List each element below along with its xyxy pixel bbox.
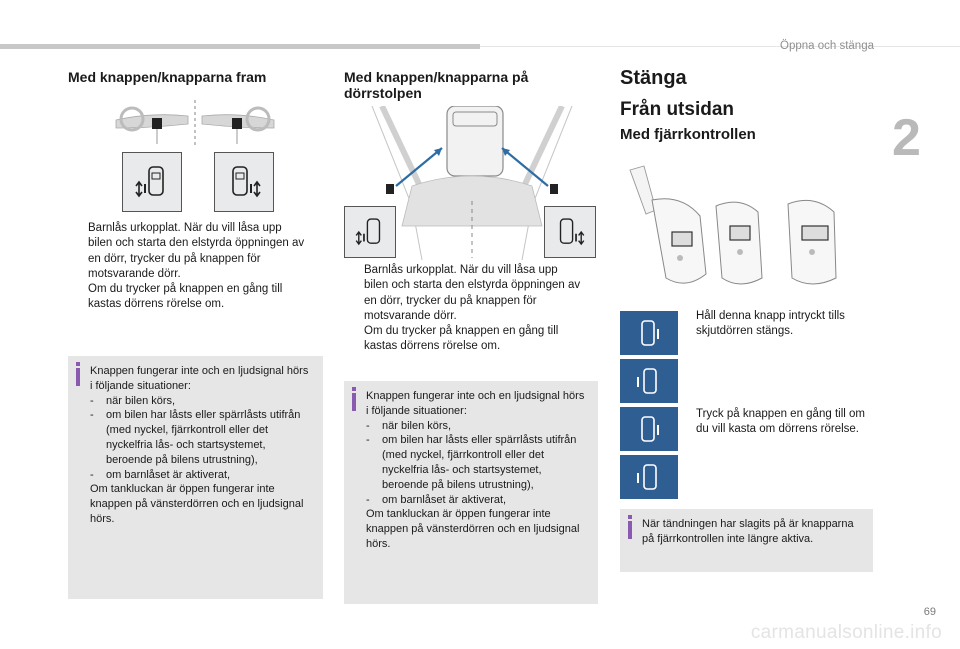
col3-bullet-hold: Håll denna knapp intryckt tills skjutdörren stängs. <box>696 310 845 338</box>
close-door-button-icon-a <box>620 311 678 355</box>
col3-info-note: När tändningen har slagits på är knapparna på fjärrkontrollen inte längre aktiva. <box>620 509 873 572</box>
col1-bullet-list <box>68 221 308 313</box>
remote-keys-illustration <box>622 160 872 300</box>
reverse-door-button-icon-a <box>620 407 678 451</box>
subsubtitle-remote: Med fjärrkontrollen <box>620 126 756 143</box>
col2-bullet-list <box>344 263 584 355</box>
subtitle-from-outside: Från utsidan <box>620 99 735 120</box>
info-icon <box>352 393 356 411</box>
info-icon <box>76 368 80 386</box>
right-door-button-icon <box>214 152 274 212</box>
col2-info-note: Knappen fungerar inte och en ljudsignal hörs i följande situationer: - när bilen körs, - om bilen har låsts eller spärrlåsts utifrån (med nyckel, fjärrkontroll eller det nyckelfria lås- och startsystemet, beroende på bilens utrustning), - om barnlåset är aktiverat, Om tankluckan är öppen fungerar inte knappen på vänsterdörren och en ljudsignal hörs. <box>344 381 598 604</box>
chapter-title: Öppna och stänga <box>780 40 874 52</box>
info-icon <box>628 521 632 539</box>
left-door-button-icon <box>122 152 182 212</box>
col1-bullet-1: Barnlås urkopplat. När du vill låsa upp bilen och starta den elstyrda öppningen av en dörr, trycker du på knappen för motsvarande dörr. <box>88 222 305 280</box>
col3-bullet-press: Tryck på knappen en gång till om du vill kasta om dörrens rörelse. <box>696 408 865 436</box>
pillar-right-door-button-icon <box>544 206 596 258</box>
col1-bullet-2: Om du trycker på knappen en gång till kastas dörrens rörelse om. <box>88 283 283 311</box>
dashboard-illustration <box>112 98 278 148</box>
page-number: 69 <box>923 606 936 618</box>
col2-bullet-1: Barnlås urkopplat. När du vill låsa upp bilen och starta den elstyrda öppningen av en dörr, trycker du på knappen för motsvarande dörr. <box>364 264 581 322</box>
header-rule <box>0 44 480 49</box>
pillar-left-door-button-icon <box>344 206 396 258</box>
header-rule-thin <box>480 46 960 47</box>
title-close: Stänga <box>620 67 687 89</box>
section-heading-pillar-buttons: Med knappen/knapparna på dörrstolpen <box>344 69 529 101</box>
section-heading-front-buttons: Med knappen/knapparna fram <box>68 69 267 85</box>
col1-info-note: Knappen fungerar inte och en ljudsignal hörs i följande situationer: - när bilen körs, - om bilen har låsts eller spärrlåsts utifrån (med nyckel, fjärrkontroll eller det nyckelfria lås- och startsystemet, beroende på bilens utrustning), - om barnlåset är aktiverat, Om tankluckan är öppen fungerar inte knappen på vänsterdörren och en ljudsignal hörs. <box>68 356 323 599</box>
reverse-door-button-icon-b <box>620 455 678 499</box>
col2-bullet-2: Om du trycker på knappen en gång till kastas dörrens rörelse om. <box>364 325 559 353</box>
watermark: carmanualsonline.info <box>750 622 942 643</box>
chapter-number: 2 <box>892 109 921 167</box>
close-door-button-icon-b <box>620 359 678 403</box>
